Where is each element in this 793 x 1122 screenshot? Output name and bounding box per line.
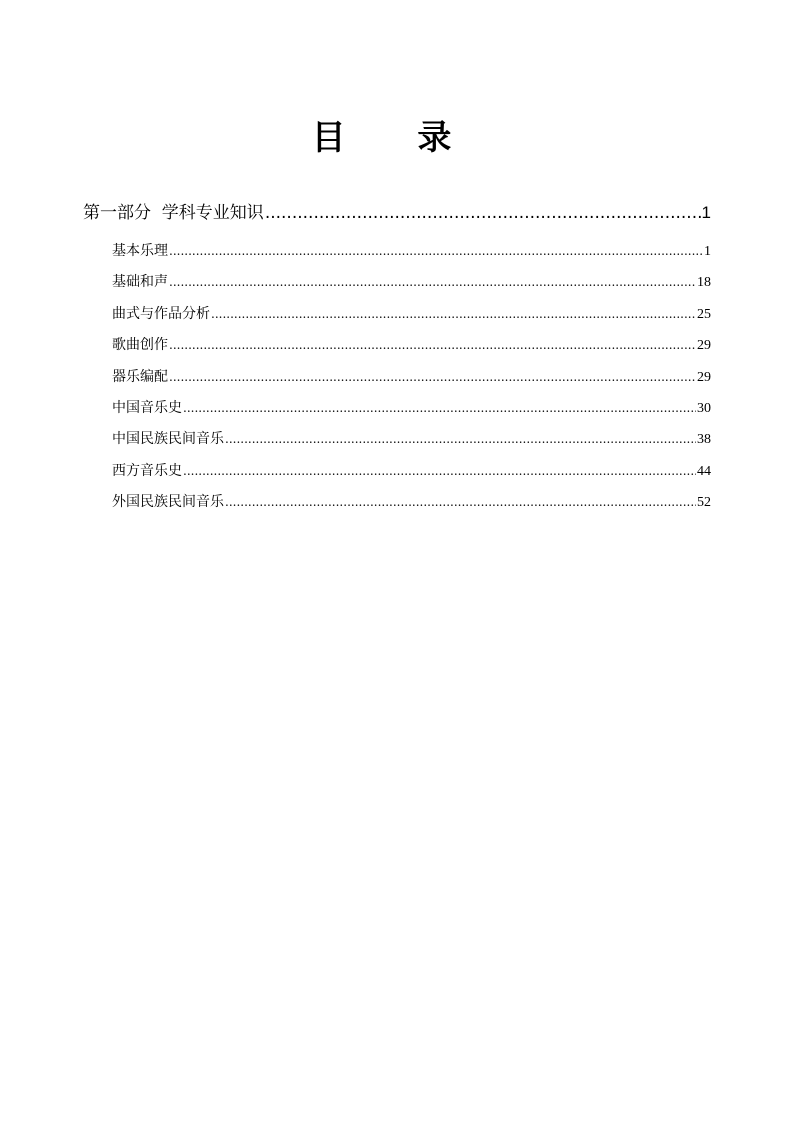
toc-entry-page-number: 30 — [697, 400, 711, 416]
dot-leader — [169, 267, 696, 298]
dot-leader — [183, 393, 696, 424]
toc-entry-page-number: 29 — [697, 338, 711, 354]
toc-part-page-number: 1 — [701, 203, 711, 222]
toc-entry-page-number: 29 — [697, 369, 711, 385]
table-of-contents — [83, 200, 711, 519]
toc-entry-label: 基础和声 — [112, 274, 168, 291]
toc-entry-label: 中国民族民间音乐 — [112, 431, 224, 448]
toc-part-entry[interactable] — [83, 200, 711, 226]
toc-entry-label: 基本乐理 — [112, 243, 168, 259]
toc-part-label: 第一部分 学科专业知识 — [83, 203, 264, 223]
toc-entry-page-number: 52 — [697, 495, 711, 511]
dot-leader — [169, 236, 703, 267]
toc-entry[interactable] — [112, 236, 711, 267]
dot-leader — [225, 487, 696, 518]
toc-entry[interactable] — [112, 362, 711, 393]
dot-leader — [169, 362, 696, 393]
toc-entry-page-number: 1 — [704, 244, 711, 259]
toc-entry-page-number: 25 — [697, 306, 711, 322]
toc-entry-page-number: 38 — [697, 432, 711, 448]
toc-entry[interactable] — [112, 456, 711, 487]
dot-leader — [211, 299, 696, 330]
toc-entry[interactable] — [112, 487, 711, 518]
toc-entry[interactable] — [112, 267, 711, 298]
dot-leader — [169, 330, 696, 361]
toc-entry-label: 歌曲创作 — [112, 337, 168, 354]
toc-entry-page-number: 44 — [697, 463, 711, 479]
dot-leader — [225, 424, 696, 455]
toc-entry-page-number: 18 — [697, 275, 711, 291]
toc-entry[interactable] — [112, 299, 711, 330]
toc-entry-label: 器乐编配 — [112, 368, 168, 385]
toc-title: 目 录 — [311, 118, 482, 158]
dot-leader — [265, 200, 701, 226]
toc-entry-label: 中国音乐史 — [112, 399, 182, 416]
toc-entry-label: 外国民族民间音乐 — [112, 494, 224, 511]
toc-entry-label: 曲式与作品分析 — [112, 305, 210, 322]
toc-entry[interactable] — [112, 424, 711, 455]
toc-entry[interactable] — [112, 393, 711, 424]
toc-entry-label: 西方音乐史 — [112, 462, 182, 479]
dot-leader — [183, 456, 696, 487]
toc-entry[interactable] — [112, 330, 711, 361]
